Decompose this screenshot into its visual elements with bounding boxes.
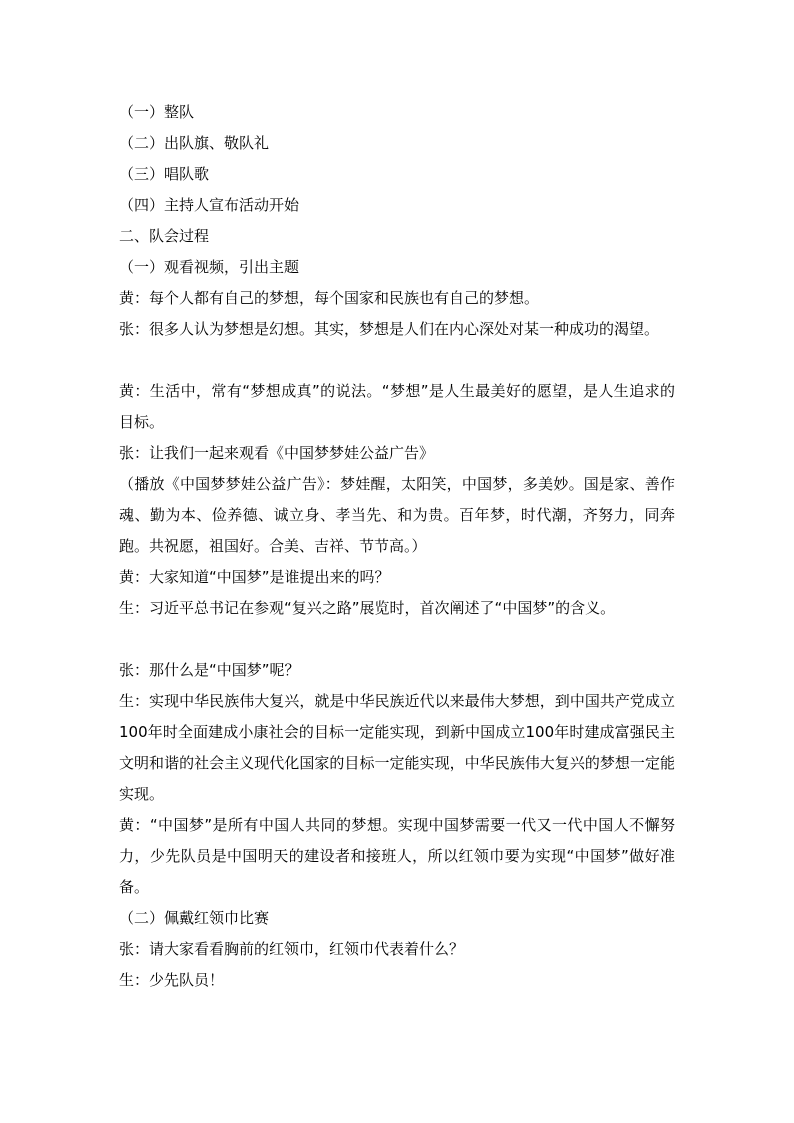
dialogue-line: 张：很多人认为梦想是幻想。其实，梦想是人们在内心深处对某一种成功的渴望。 — [119, 320, 660, 338]
dialogue-paragraph: 黄：生活中，常有“梦想成真”的说法。“梦想”是人生最美好的愿望，是人生追求的目标。 — [119, 382, 675, 431]
document-body — [119, 97, 675, 996]
dialogue-line: 张：让我们一起来观看《中国梦梦娃公益广告》 — [119, 444, 435, 462]
dialogue-paragraph: 黄：“中国梦”是所有中国人共同的梦想。实现中国梦需要一代又一代中国人不懈努力，少先队员是中国明天的建设者和接班人，所以红领巾要为实现“中国梦”做好准备。 — [119, 816, 675, 896]
subsection-heading: （二）佩戴红领巾比赛 — [119, 909, 270, 927]
dialogue-line: 黄：大家知道“中国梦”是谁提出来的吗？ — [119, 568, 390, 586]
agenda-item-4: （四）主持人宣布活动开始 — [119, 196, 300, 214]
dialogue-line: 生：少先队员！ — [119, 971, 225, 989]
blank-line — [119, 345, 675, 376]
dialogue-line: 张：请大家看看胸前的红领巾，红领巾代表着什么？ — [119, 940, 465, 958]
dialogue-line: 张：那什么是“中国梦”呢？ — [119, 661, 300, 679]
section-heading: 二、队会过程 — [119, 227, 210, 245]
dialogue-paragraph: （播放《中国梦梦娃公益广告》：梦娃醒，太阳笑，中国梦，多美妙。国是家、善作魂、勤为本、俭养德、诚立身、孝当先、和为贵。百年梦，时代潮，齐努力，同奔跑。共祝愿，祖国好。合美、吉祥、节节高。） — [119, 475, 675, 555]
dialogue-paragraph: 生：实现中华民族伟大复兴，就是中华民族近代以来最伟大梦想，到中国共产党成立100年时全面建成小康社会的目标一定能实现，到新中国成立100年时建成富强民主文明和谐的社会主义现代化国家的目标一定能实现，中华民族伟大复兴的梦想一定能实现。 — [119, 692, 675, 803]
agenda-item-1: （一）整队 — [119, 103, 195, 121]
dialogue-line: 生：习近平总书记在参观“复兴之路”展览时，首次阐述了“中国梦”的含义。 — [119, 599, 616, 617]
subsection-heading: （一）观看视频，引出主题 — [119, 258, 300, 276]
blank-line — [119, 624, 675, 655]
dialogue-line: 黄：每个人都有自己的梦想，每个国家和民族也有自己的梦想。 — [119, 289, 540, 307]
agenda-item-2: （二）出队旗、敬队礼 — [119, 134, 270, 152]
agenda-item-3: （三）唱队歌 — [119, 165, 210, 183]
